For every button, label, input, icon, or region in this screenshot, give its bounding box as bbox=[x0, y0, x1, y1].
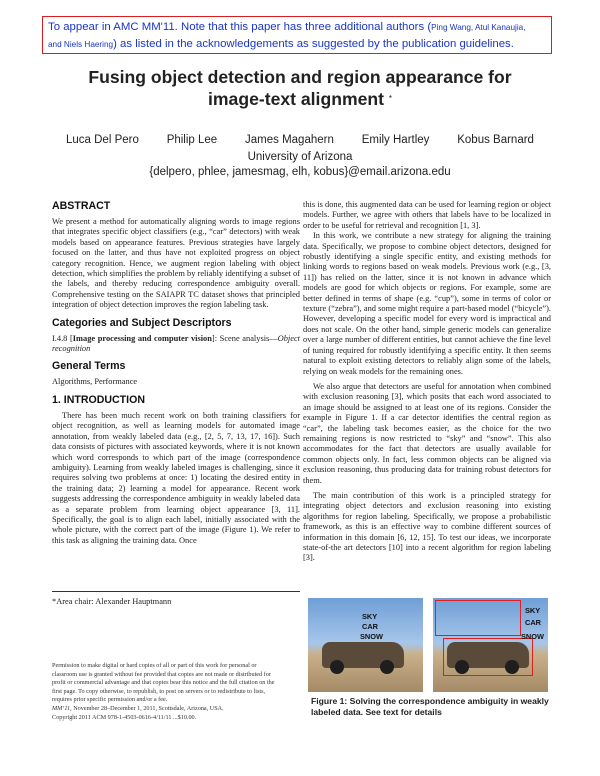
notice-text-start: To appear in AMC MM'11. Note that this paper has three additional authors ( bbox=[48, 21, 432, 33]
author-name: James Magahern bbox=[245, 134, 334, 146]
abstract-text: We present a method for automatically aligning words to image regions that integrates specific object classifiers (e.g., “car” detectors) with weak models based on appearance features. Previous strategies have largely focused on the latter, and thus have not exploited progress on object category recognition. Hence, we augment region labeling with object detection, which simplifies the problem by reliably identifying a subset of the labels, and thereby reducing correspondence ambiguity overall. Comprehensive testing on the SAIAPR TC dataset shows that principled integration of object detection improves the region labeling task. bbox=[52, 217, 300, 310]
footnote: *Area chair: Alexander Hauptmann bbox=[52, 591, 300, 607]
wheel-shape bbox=[380, 660, 394, 674]
intro-paragraph-1: There has been much recent work on both training classifiers for object recognition, as well as learning models for automated image annotation, from weakly labeled data (e.g., [2, 5, 7, 13, 17, 16]). Such data consists of pictures with associated keywords, where it is not known which word corresponds to which part of the image (correspondence ambiguity). Learning from weakly labeled images is challenging, since it requires solving two problems at once: 1) locating the desired entity in the training data; 2) learning a model for appearance. Recent work suggests addressing the correspondence ambiguity in weakly labeled data as a separate problem from learning object appearance [3, 11]. Specifically, the goal is to align each label, initially associated with the whole picture, with the correct part of the image (Figure 1). We refer to this task as aligning the training data. Once bbox=[52, 410, 300, 545]
intro-paragraph-2: In this work, we contribute a new strategy for aligning the training data. Specifically, we propose to combine object detectors, designed for robustly identifying a single specific entity, and existing methods for linking words to regions based on weak models. Previous work (e.g., [3, 11]) has relied on the latter, since it is not known in advance which models are good for which objects or regions. For example, some are better defined in terms of shape (e.g. “cup”), some in terms of color or texture (“zebra”), and some might require a part-based model (“bicycle”). However, developing a specific model for every word is impractical and does not scale. On the other hand, simple generic models can generalize over a large number of different entities, but cannot achieve the fine level of tuning required for robustly identifying a specific entity. It then seems natural to exploit existing detectors to reliably align some of the labels, relying on weak models for the remaining ones. bbox=[303, 231, 551, 376]
permission-notice bbox=[52, 662, 280, 722]
title-line-2: image-text alignment bbox=[208, 89, 384, 109]
category-rest: ]: Scene analysis— bbox=[211, 333, 278, 343]
left-column bbox=[52, 200, 300, 546]
author-name: Emily Hartley bbox=[361, 134, 430, 146]
right-column bbox=[303, 200, 551, 564]
permission-text: Permission to make digital or hard copies of all or part of this work for personal or classroom use is granted without fee provided that copies are not made or distributed for profit or commercial advantage and that copies bear this notice and the full citation on the first page. To copy otherwise, to republish, to post on servers or to redistribute to lists, requires prior specific permission and/or a fee. bbox=[52, 662, 275, 704]
publication-notice bbox=[42, 16, 552, 54]
venue-dates: November 28–December 1, 2011, Scottsdale, Arizona, USA. bbox=[71, 704, 224, 712]
intro-paragraph-4: The main contribution of this work is a principled strategy for integrating object detectors and exclusion reasoning into existing algorithms for region labeling. Specifically, we propose a probabilistic framework, as this is an effective way to combine different sources of information in this domain [6, 12, 15]. To test our ideas, we incorporate state-of-the art detectors [10] into a recent algorithm for region labeling [3]. bbox=[303, 490, 551, 563]
car-region-box bbox=[443, 638, 533, 676]
author-name: Luca Del Pero bbox=[66, 134, 139, 146]
title-footnote-mark: * bbox=[388, 94, 392, 103]
introduction-heading: 1. INTRODUCTION bbox=[52, 393, 145, 406]
author-emails: {delpero, phlee, jamesmag, elh, kobus}@email.arizona.edu bbox=[149, 166, 451, 178]
figure-photo-aligned bbox=[433, 598, 548, 692]
venue-name: MM’11, bbox=[52, 704, 72, 712]
general-terms-text: Algorithms, Performance bbox=[52, 377, 138, 387]
notice-names-first: Ping Wang, Atul Kanaujia, bbox=[431, 23, 526, 32]
sky-region-box bbox=[435, 600, 521, 636]
figure-label-snow: SNOW bbox=[521, 632, 544, 641]
author-name: Philip Lee bbox=[166, 134, 218, 146]
figure-1 bbox=[308, 598, 548, 692]
author-list bbox=[40, 134, 560, 146]
intro-paragraph-3: We also argue that detectors are useful for annotation when combined with exclusion reasoning [3], which posits that each word associated to an image should be assigned to at least one of its regions. Consider the example in Figure 1. If a car detector identifies the central region as “car”, the labeling task becomes easier, as the choice for the two remaining regions is now restricted to “sky” and “snow”. This also accommodates for the fact that detectors are usually available for common objects only. In fact, less common objects can be aligned via exclusion reasoning, thus producing data for training robust detectors for them. bbox=[303, 381, 551, 485]
category-bold: Image processing and computer vision bbox=[72, 333, 212, 343]
notice-names-second: and Niels Haering bbox=[48, 40, 114, 49]
author-name: Kobus Barnard bbox=[457, 134, 534, 146]
categories-heading: Categories and Subject Descriptors bbox=[52, 316, 232, 329]
figure-label-car: CAR bbox=[525, 618, 542, 627]
figure-label-snow: SNOW bbox=[360, 632, 383, 641]
general-terms-heading: General Terms bbox=[52, 360, 126, 373]
figure-photo-labels bbox=[308, 598, 423, 692]
categories-text bbox=[52, 334, 300, 355]
figure-label-sky: SKY bbox=[525, 606, 541, 615]
venue-line bbox=[52, 705, 280, 714]
intro-paragraph-1-continued: this is done, this augmented data can be used for learning region or object models. Further, we agree with others that labels have to be localized in order to be useful for retrieval and recognition [1, 3]. bbox=[303, 200, 551, 230]
title-line-1: Fusing object detection and region appearance for bbox=[88, 67, 512, 87]
figure-label-car: CAR bbox=[362, 622, 379, 631]
figure-caption: Figure 1: Solving the correspondence ambiguity in weakly labeled data. See text for details bbox=[311, 696, 549, 717]
notice-text-end: ) as listed in the acknowledgements as suggested by the publication guidelines. bbox=[113, 38, 514, 50]
abstract-heading: ABSTRACT bbox=[52, 200, 111, 212]
wheel-shape bbox=[330, 660, 344, 674]
category-code: I.4.8 [ bbox=[52, 333, 73, 343]
affiliation bbox=[40, 150, 560, 180]
paper-title bbox=[40, 66, 560, 110]
copyright-line: Copyright 2011 ACM 978-1-4503-0616-4/11/11 ...$10.00. bbox=[52, 713, 197, 721]
category-italic: Object recognition bbox=[52, 333, 300, 354]
figure-label-sky: SKY bbox=[362, 612, 378, 621]
university-name: University of Arizona bbox=[247, 151, 353, 163]
